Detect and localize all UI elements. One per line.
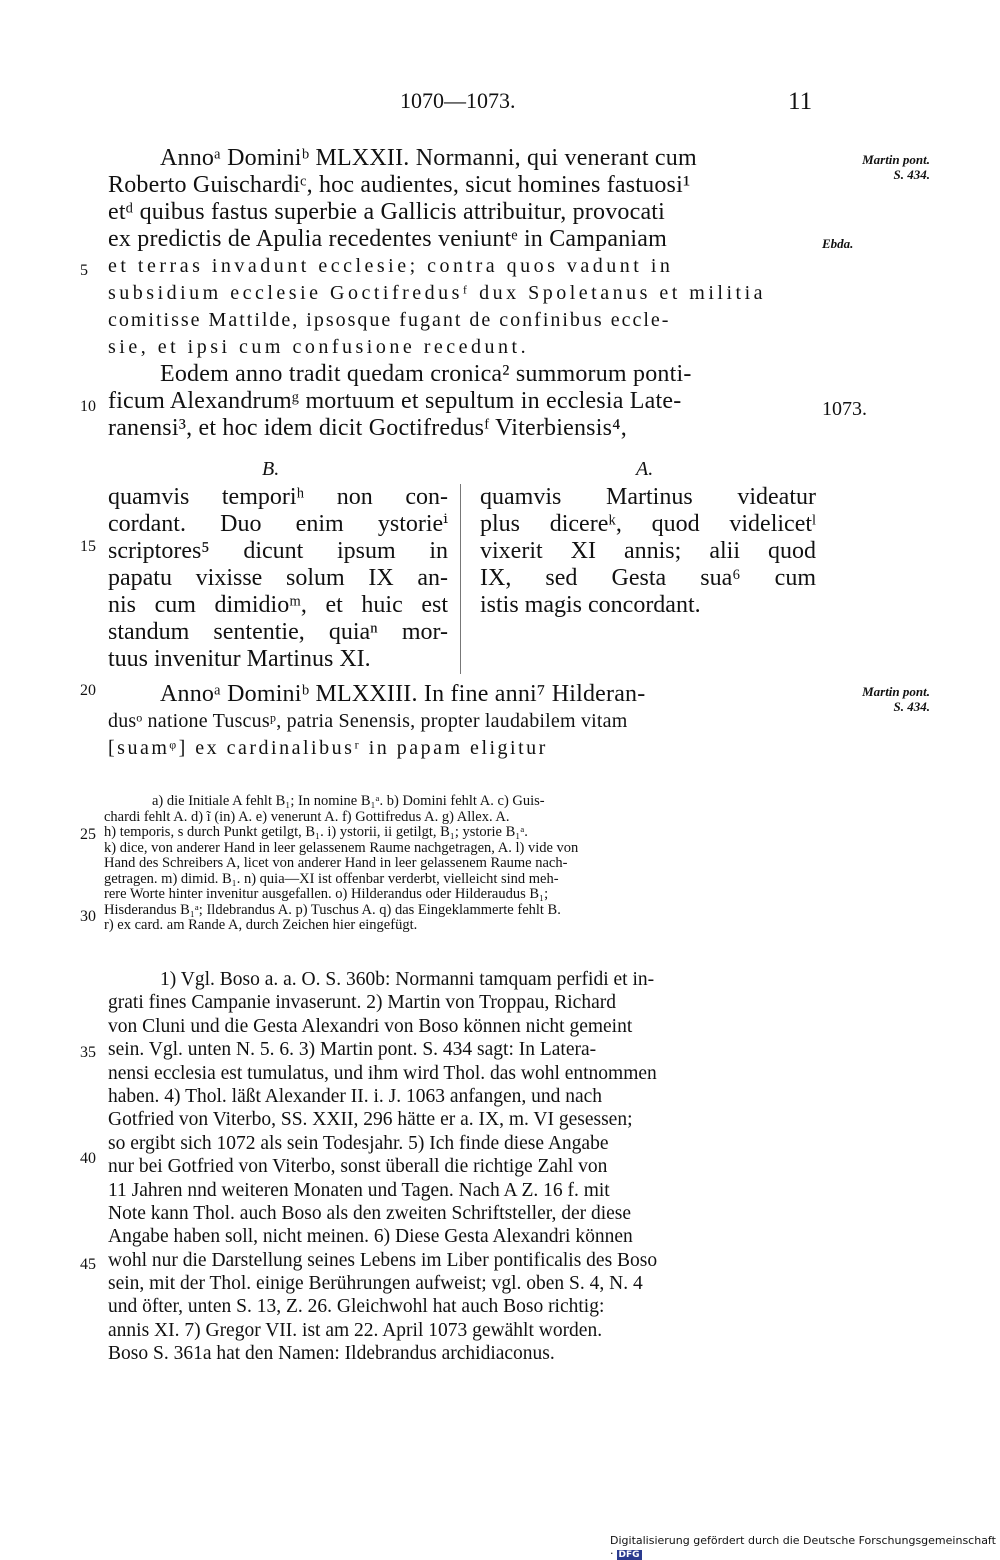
text-line: Eodem anno tradit quedam cronica² summorum ponti- — [160, 361, 692, 387]
column-line: scriptores⁵ dicunt ipsum in — [108, 538, 448, 564]
column-line: IX, sed Gesta sua⁶ cum — [480, 565, 816, 591]
line-number: 40 — [80, 1150, 96, 1167]
text-line: [suamᵠ] ex cardinalibusʳ in papam eligitur — [108, 737, 548, 759]
text-line: Annoᵃ Dominiᵇ MLXXII. Normanni, qui venerant cum — [160, 145, 697, 171]
column-line: plus dicereᵏ, quod videlicetˡ — [480, 511, 816, 537]
footnote-line: sein. Vgl. unten N. 5. 6. 3) Martin pont. S. 434 sagt: In Latera- — [108, 1039, 597, 1061]
margin-year: 1073. — [822, 398, 867, 420]
footnote-line: Note kann Thol. auch Boso als den zweiten Schriftsteller, der diese — [108, 1202, 632, 1224]
column-line: nis cum dimidioᵐ, et huic est — [108, 592, 448, 618]
margin-ref-bottom: Martin pont. S. 434. — [862, 684, 930, 714]
footnote-line: 1) Vgl. Boso a. a. O. S. 360b: Normanni tamquam perfidi et in- — [160, 969, 655, 990]
column-divider — [460, 484, 461, 674]
footnote-line: von Cluni und die Gesta Alexandri von Boso können nicht gemeint — [108, 1015, 633, 1037]
text-line: sie, et ipsi cum confusione recedunt. — [108, 336, 530, 358]
running-head: 1070—1073. — [400, 88, 516, 113]
text-line: ranensi³, et hoc idem dicit Goctifredusᶠ Viterbiensis⁴, — [108, 415, 627, 441]
text-line: subsidium ecclesie Goctifredusᶠ dux Spoletanus et militia — [108, 282, 767, 304]
column-line: quamvis temporiʰ non con- — [108, 484, 448, 510]
footnote-line: annis XI. 7) Gregor VII. ist am 22. April 1073 gewählt worden. — [108, 1319, 603, 1341]
footnote-line: Gotfried von Viterbo, SS. XXII, 296 hätte er a. IX, m. VI gesessen; — [108, 1109, 633, 1131]
text-line: Annoᵃ Dominiᵇ MLXXIII. In fine anni⁷ Hilderan- — [160, 681, 646, 707]
apparatus-line: Hisderandus B₁ᵃ; Ildebrandus A. p) Tuschus A. q) das Eingeklammerte fehlt B. — [104, 901, 561, 918]
text-line: dusᵒ natione Tuscusᵖ, patria Senensis, propter laudabilem vitam — [108, 710, 628, 732]
apparatus-line: rere Worte hinter invenitur ausgefallen. o) Hilderandus oder Hilderaudus B₁; — [104, 886, 549, 902]
column-line: tuus invenitur Martinus XI. — [108, 646, 371, 672]
column-line: istis magis concordant. — [480, 592, 701, 618]
footnote-line: und öfter, unten S. 13, Z. 26. Gleichwohl hat auch Boso richtig: — [108, 1296, 605, 1318]
footnote-line: Angabe haben soll, nicht meinen. 6) Diese Gesta Alexandri können — [108, 1226, 633, 1248]
column-head-a: A. — [636, 458, 654, 480]
column-head-b: B. — [262, 458, 280, 480]
line-number: 20 — [80, 682, 96, 699]
footnote-line: 11 Jahren nnd weiteren Monaten und Tagen. Nach A Z. 16 f. mit — [108, 1179, 610, 1201]
main-text-2 — [108, 681, 818, 762]
footnote-line: sein, mit der Thol. einige Berührungen aufweist; vgl. oben S. 4, N. 4 — [108, 1273, 643, 1295]
footnote-line: Boso S. 361a hat den Namen: Ildebrandus archidiaconus. — [108, 1343, 555, 1365]
apparatus-line: k) dice, von anderer Hand in leer gelassenem Raume nachgetragen, A. l) vide von — [104, 839, 579, 856]
footnotes — [108, 968, 818, 1366]
line-number: 25 — [80, 826, 96, 843]
dfg-logo: DFG — [618, 1550, 640, 1560]
apparatus-line: a) die Initiale A fehlt B₁; In nomine B₁ᵃ. b) Domini fehlt A. c) Guis- — [152, 793, 545, 809]
critical-apparatus — [104, 794, 816, 934]
column-a — [480, 484, 816, 619]
line-number: 5 — [80, 262, 88, 279]
text-line: etᵈ quibus fastus superbie a Gallicis attribuitur, provocati — [108, 199, 666, 225]
text-line: ex predictis de Apulia recedentes veniuntᵉ in Campaniam — [108, 226, 667, 252]
apparatus-line: chardi fehlt A. d) ĩ (in) A. e) venerunt A. f) Gottifredus A. g) Allex. A. — [104, 808, 510, 825]
apparatus-line: Hand des Schreibers A, licet von anderer Hand in leer gelassenem Raume nach- — [104, 855, 568, 871]
column-line: papatu vixisse solum IX an- — [108, 565, 448, 591]
footnote-line: nur bei Gotfried von Viterbo, sonst überall die richtige Zahl von — [108, 1156, 608, 1178]
column-line: standum sententie, quiaⁿ mor- — [108, 619, 448, 645]
margin-ref-ebda: Ebda. — [822, 236, 854, 251]
text-line: Roberto Guischardiᶜ, hoc audientes, sicut homines fastuosi¹ — [108, 172, 691, 198]
line-number: 15 — [80, 538, 96, 555]
column-line: quamvis Martinus videatur — [480, 484, 816, 510]
footnote-line: wohl nur die Darstellung seines Lebens im Liber pontificalis des Boso — [108, 1249, 658, 1271]
page-number: 11 — [788, 88, 813, 115]
footnote-line: grati fines Campanie invaserunt. 2) Martin von Troppau, Richard — [108, 992, 616, 1014]
margin-ref-top: Martin pont. S. 434. — [862, 152, 930, 182]
apparatus-line: getragen. m) dimid. B₁. n) quia—XI ist offenbar verderbt, vielleicht sind meh- — [104, 870, 559, 887]
text-line: comitisse Mattilde, ipsosque fugant de confinibus eccle- — [108, 309, 671, 331]
text-line: et terras invadunt ecclesie; contra quos vadunt in — [108, 255, 674, 277]
apparatus-line: r) ex card. am Rande A, durch Zeichen hier eingefügt. — [104, 917, 418, 933]
digitization-credit — [610, 1534, 1000, 1560]
apparatus-line: h) temporis, s durch Punkt getilgt, B₁. i) ystorii, ii getilgt, B₁; ystorie B₁ᵃ. — [104, 824, 528, 840]
footnote-line: haben. 4) Thol. läßt Alexander II. i. J. 1063 anfangen, und nach — [108, 1085, 603, 1107]
column-line: cordant. Duo enim ystorieⁱ — [108, 511, 448, 537]
column-b — [108, 484, 448, 673]
line-number: 45 — [80, 1256, 96, 1273]
footnote-line: nensi ecclesia est tumulatus, und ihm wird Thol. das wohl entnommen — [108, 1062, 657, 1084]
credit-text: Digitalisierung gefördert durch die Deutsche Forschungsgemeinschaft · — [610, 1534, 996, 1560]
line-number: 30 — [80, 908, 96, 925]
footnote-line: so ergibt sich 1072 als sein Todesjahr. 5) Ich finde diese Angabe — [108, 1132, 609, 1154]
text-line: ficum Alexandrumᵍ mortuum et sepultum in ecclesia Late- — [108, 388, 682, 414]
column-line: vixerit XI annis; alii quod — [480, 538, 816, 564]
main-text — [108, 145, 818, 442]
line-number: 35 — [80, 1044, 96, 1061]
line-number: 10 — [80, 398, 96, 415]
